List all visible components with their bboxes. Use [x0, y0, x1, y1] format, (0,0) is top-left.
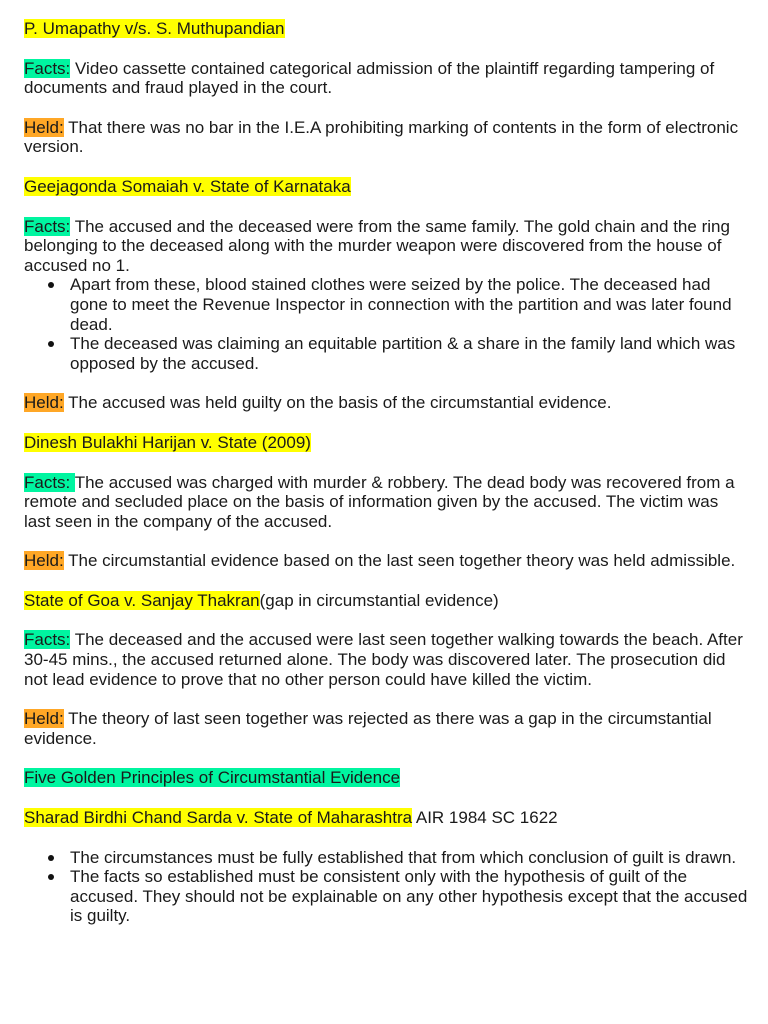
facts-label: Facts:: [24, 472, 75, 492]
case-title: [24, 808, 748, 828]
case-title-text: P. Umapathy v/s. S. Muthupandian: [24, 19, 285, 38]
facts-text: The accused and the deceased were from the same family. The gold chain and the ring belonging to the deceased along with the murder weapon were discovered from the house of accused no 1.: [24, 216, 730, 275]
case-title: [24, 433, 748, 453]
case-title-text: Dinesh Bulakhi Harijan v. State (2009): [24, 432, 311, 452]
case-title: [24, 19, 748, 39]
facts-paragraph: [24, 59, 748, 98]
case-title: [24, 591, 748, 611]
case-title-suffix: (gap in circumstantial evidence): [259, 590, 499, 610]
held-label: Held:: [24, 393, 64, 413]
bullet-item: Apart from these, blood stained clothes were seized by the police. The deceased had gone to meet the Revenue Inspector in connection with the partition and was later found dead.: [70, 275, 748, 334]
facts-label: Facts:: [24, 58, 71, 78]
held-label: Held:: [24, 551, 64, 571]
held-label: Held:: [24, 117, 64, 137]
bullet-item: The circumstances must be fully established that from which conclusion of guilt is drawn.: [70, 848, 748, 868]
held-paragraph: [24, 709, 748, 748]
section-heading-text: Five Golden Principles of Circumstantial Evidence: [24, 768, 401, 788]
facts-bullet-list: [24, 275, 748, 373]
principles-bullet-list: [24, 848, 748, 926]
held-text: That there was no bar in the I.E.A prohibiting marking of contents in the form of electronic version.: [24, 117, 739, 157]
held-paragraph: [24, 393, 748, 413]
held-text: The accused was held guilty on the basis of the circumstantial evidence.: [63, 393, 612, 413]
facts-text: The deceased and the accused were last seen together walking towards the beach. After 30-45 mins., the accused returned alone. The body was discovered later. The prosecution did not lead evidence to prove that no other person could have killed the victim.: [24, 630, 743, 689]
facts-paragraph: [24, 630, 748, 689]
facts-paragraph: [24, 217, 748, 276]
held-label: Held:: [24, 709, 64, 729]
facts-paragraph: [24, 473, 748, 532]
document-page: [24, 19, 748, 946]
held-text: The theory of last seen together was rejected as there was a gap in the circumstantial evidence.: [24, 709, 712, 748]
held-paragraph: [24, 118, 748, 157]
case-title-text: State of Goa v. Sanjay Thakran: [24, 590, 260, 610]
facts-text: Video cassette contained categorical admission of the plaintiff regarding tampering of documents and fraud played in the court.: [24, 58, 715, 98]
case-title-text: Geejagonda Somaiah v. State of Karnataka: [24, 176, 351, 196]
citation: AIR 1984 SC 1622: [412, 808, 558, 828]
bullet-item: The deceased was claiming an equitable partition & a share in the family land which was opposed by the accused.: [70, 334, 748, 373]
facts-label: Facts:: [24, 216, 71, 236]
case-title: [24, 177, 748, 197]
section-heading: [24, 768, 748, 788]
bullet-item: The facts so established must be consistent only with the hypothesis of guilt of the accused. They should not be explainable on any other hypothesis except that the accused is guilty.: [70, 867, 748, 926]
facts-text: The accused was charged with murder & robbery. The dead body was recovered from a remote and secluded place on the basis of information given by the accused. The victim was last seen in the company of the accused.: [24, 472, 735, 531]
held-paragraph: [24, 551, 748, 571]
held-text: The circumstantial evidence based on the last seen together theory was held admissible.: [63, 551, 736, 571]
case-title-text: Sharad Birdhi Chand Sarda v. State of Maharashtra: [24, 808, 413, 828]
facts-label: Facts:: [24, 630, 71, 650]
